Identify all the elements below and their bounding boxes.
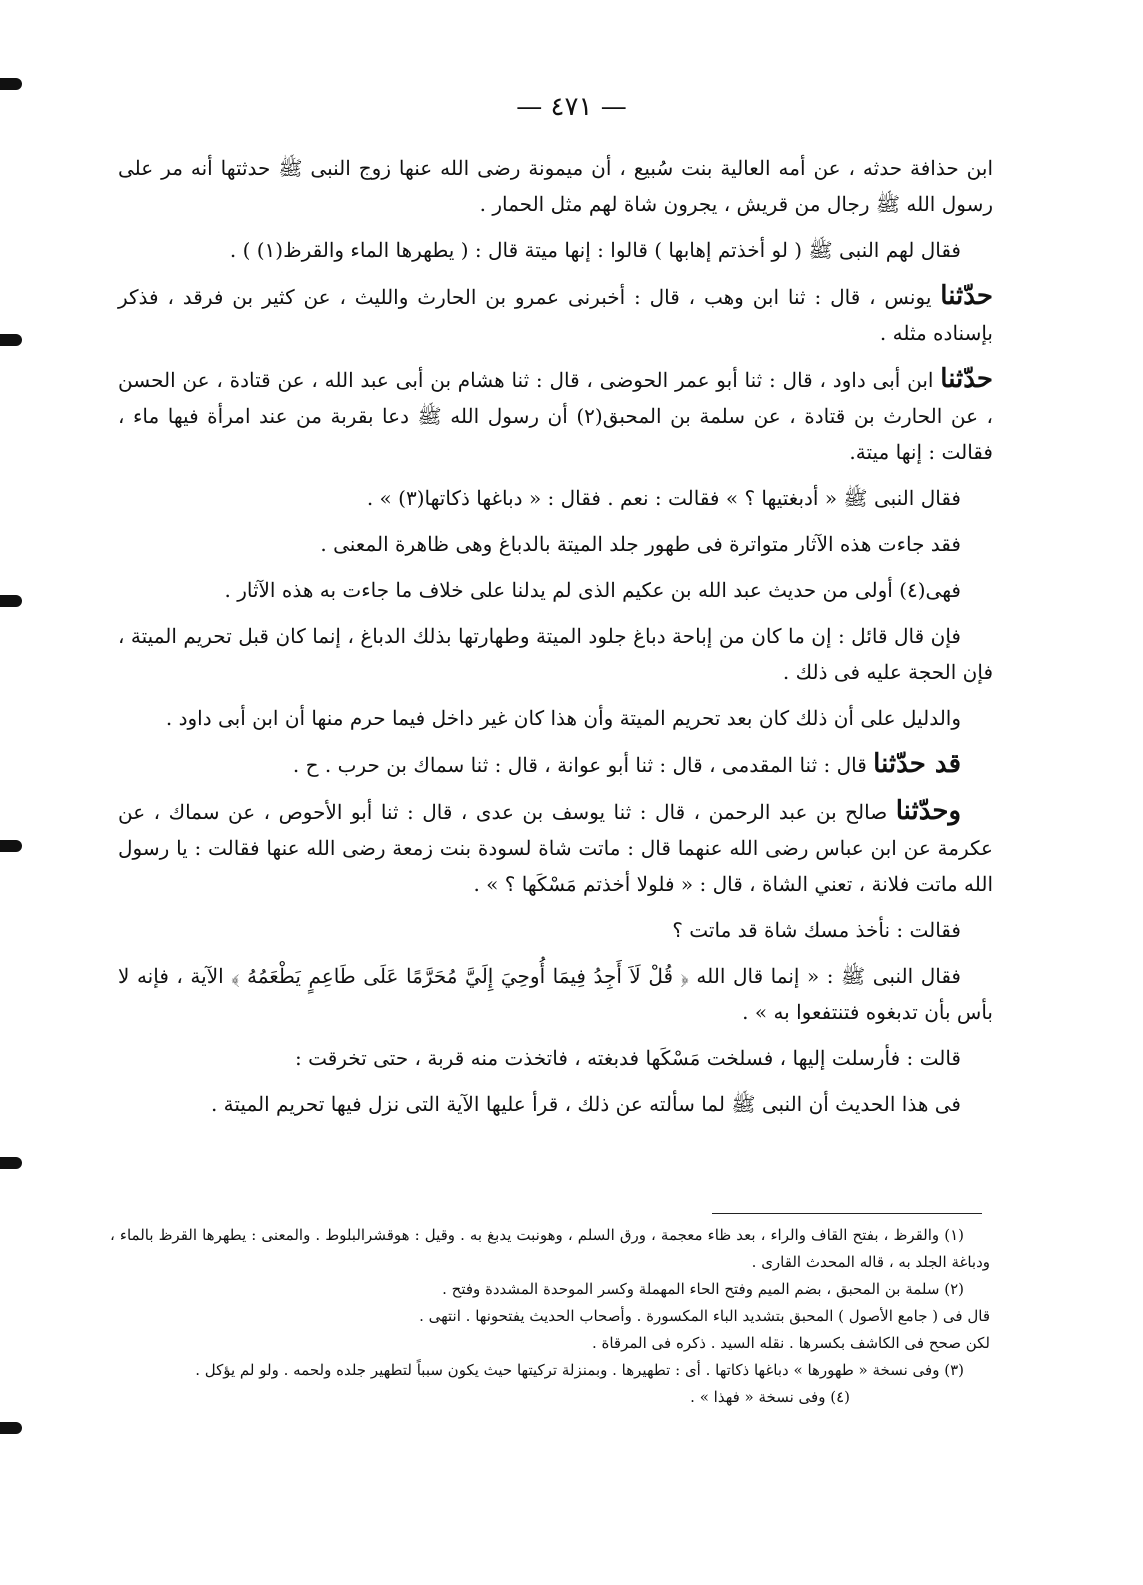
paragraph: قالت : فأرسلت إليها ، فسلخت مَسْكَها فدبغته ، فاتخذت منه قربة ، حتى تخرقت : — [294, 1046, 961, 1070]
footnote: (٣) وفى نسخة « طهورها » دباغها ذكاتها . أى : تطهيرها . وبمنزلة تركيتها حيث يكون سبباً لتطهير جلده ولحمه . ولو لم يؤكل . — [195, 1361, 964, 1379]
footnote-4: (٤) وفى نسخة « فهذا » . — [690, 1388, 850, 1406]
paragraph: فقال لهم النبى ﷺ ( لو أخذتم إهابها ) قالوا : إنها ميتة قال : ( يطهرها الماء والقرظ(١) ) . — [229, 238, 961, 262]
scan-edge-mark — [0, 78, 22, 90]
paragraph: فإن قال قائل : إن ما كان من إباحة دباغ جلود الميتة وطهارتها بذلك الدباغ ، إنما كان قبل تحريم الميتة ، فإن الحجة عليه فى ذلك . — [118, 624, 993, 684]
footnote-separator — [712, 1213, 982, 1214]
footnote — [110, 1384, 990, 1411]
scan-edge-mark — [0, 334, 22, 346]
paragraph: ابن حذافة حدثه ، عن أمه العالية بنت سُبيع ، أن ميمونة رضى الله عنها زوج النبى ﷺ حدثتها أنه مر على رسول الله ﷺ رجال من قريش ، يجرون شاة لهم مثل الحمار . — [118, 156, 993, 216]
scan-edge-mark — [0, 1422, 22, 1434]
paragraph: حدّثنا يونس ، قال : ثنا ابن وهب ، قال : أخبرنى عمرو بن الحارث والليث ، عن كثير بن فرقد ، فذكر بإسناده مثله . — [118, 281, 993, 345]
scan-edge-mark — [0, 1157, 22, 1169]
paragraph: فى هذا الحديث أن النبى ﷺ لما سألته عن ذلك ، قرأ عليها الآية التى نزل فيها تحريم الميتة . — [210, 1092, 961, 1116]
paragraph: فقال النبى ﷺ : « إنما قال الله ﴿ قُلْ لَاَ أَجِدُ فِيمَا أُوحِيَ إِلَيَّ مُحَرَّمًا عَلَى طَاعِمٍ يَطْعَمُهُ ﴾ الآية ، فإنه لا بأس بأن تدبغوه فتنتفعوا به » . — [118, 964, 993, 1024]
paragraph: فقد جاءت هذه الآثار متواترة فى طهور جلد الميتة بالدباغ وهى ظاهرة المعنى . — [320, 532, 961, 556]
paragraph: قد حدّثنا قال : ثنا المقدمى ، قال : ثنا أبو عوانة ، قال : ثنا سماك بن حرب . ح . — [292, 749, 961, 779]
hadith-lead-word: حدّثنا — [940, 364, 993, 394]
hadith-lead-word: حدّثنا — [940, 281, 993, 311]
scan-edge-mark — [0, 840, 22, 852]
page-number: — ٤٧١ — — [516, 92, 627, 122]
paragraph: فهى(٤) أولى من حديث عبد الله بن عكيم الذى لم يدلنا على خلاف ما جاءت به هذه الآثار . — [224, 578, 961, 602]
paragraph: حدّثنا ابن أبى داود ، قال : ثنا أبو عمر الحوضى ، قال : ثنا هشام بن أبى عبد الله ، عن قتادة ، عن الحسن ، عن الحارث بن قتادة ، عن سلمة بن المحبق(٢) أن رسول الله ﷺ دعا بقربة من عند امرأة فيها ماء ، فقالت : إنها ميتة. — [118, 364, 994, 464]
hadith-lead-word: قد حدّثنا — [873, 749, 961, 779]
paragraph: فقال النبى ﷺ « أدبغتيها ؟ » فقالت : نعم . فقال : « دباغها ذكاتها(٣) » . — [366, 486, 961, 510]
hadith-lead-word: وحدّثنا — [895, 796, 961, 826]
footnote: لكن صحح فى الكاشف بكسرها . نقله السيد . ذكره فى المرقاة . — [591, 1334, 990, 1352]
footnote: (٢) سلمة بن المحبق ، بضم الميم وفتح الحاء المهملة وكسر الموحدة المشددة وفتح . — [442, 1280, 964, 1298]
paragraph: فقالت : نأخذ مسك شاة قد ماتت ؟ — [672, 918, 961, 942]
footnotes — [110, 1222, 990, 1411]
paragraph: والدليل على أن ذلك كان بعد تحريم الميتة وأن هذا كان غير داخل فيما حرم منها أن ابن أبى داود . — [165, 706, 961, 730]
paragraph: وحدّثنا صالح بن عبد الرحمن ، قال : ثنا يوسف بن عدى ، قال : ثنا أبو الأحوص ، عن سماك ، عن عكرمة عن ابن عباس رضى الله عنهما قال : ماتت شاة لسودة بنت زمعة رضى الله عنها فقالت : يا رسول الله ماتت فلانة ، تعني الشاة ، قال : « فلولا أخذتم مَسْكَها ؟ » . — [118, 796, 993, 896]
footnote: قال فى ( جامع الأصول ) المحبق بتشديد الباء المكسورة . وأصحاب الحديث يفتحونها . انتهى . — [419, 1307, 990, 1325]
main-text — [118, 150, 993, 1132]
footnote: (١) والقرظ ، بفتح القاف والراء ، بعد ظاء معجمة ، ورق السلم ، وهونبت يدبغ به . وقيل : هوقشرالبلوط . والمعنى : يطهرها القرظ بالماء ، ودباغة الجلد به ، قاله المحدث القارى . — [110, 1226, 990, 1271]
scan-edge-mark — [0, 595, 22, 607]
